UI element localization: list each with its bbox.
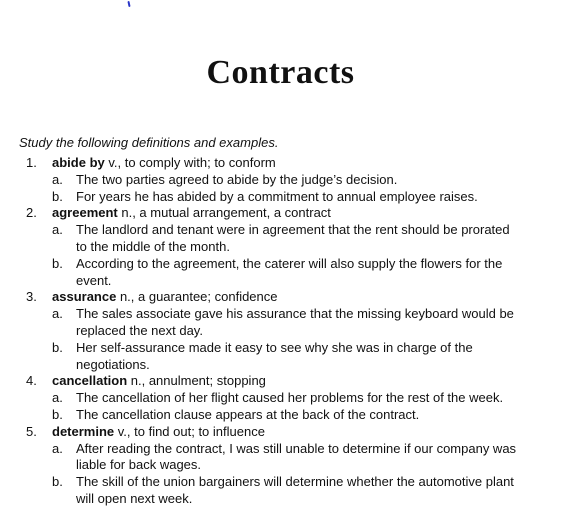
terms-list — [0, 155, 561, 508]
example-letter: b. — [52, 255, 63, 271]
example-text: The two parties agreed to abide by the judge’s decision. — [76, 171, 398, 187]
page-title: Contracts — [206, 54, 355, 91]
example-item — [0, 340, 561, 374]
example-letter: a. — [52, 390, 63, 406]
term-number: 2. — [26, 205, 37, 221]
term-definition: v., to find out; to influence — [114, 423, 265, 439]
term-heading — [0, 424, 561, 441]
term-word: abide by — [52, 155, 105, 170]
term-word: agreement — [52, 205, 118, 221]
term-number: 1. — [26, 155, 37, 170]
term-word: assurance — [52, 289, 117, 305]
example-text: Her self-assurance made it easy to see why she was in charge of the negotiations. — [76, 339, 473, 372]
term-item — [0, 205, 561, 289]
example-text: The skill of the union bargainers will determine whether the automotive plant will open next week. — [76, 474, 514, 506]
example-item — [0, 407, 561, 424]
term-item — [0, 424, 561, 508]
example-text: According to the agreement, the caterer will also supply the flowers for the event. — [76, 255, 503, 288]
term-number: 3. — [26, 289, 37, 305]
example-letter: a. — [52, 440, 63, 456]
term-heading — [0, 205, 561, 222]
example-item — [0, 441, 561, 475]
example-letter: b. — [52, 406, 63, 422]
example-text: For years he has abided by a commitment to annual employee raises. — [76, 188, 478, 204]
example-letter: a. — [52, 222, 63, 238]
term-item — [0, 155, 561, 205]
example-text: After reading the contract, I was still unable to determine if our company was liable for back wages. — [76, 440, 517, 473]
term-heading — [0, 373, 561, 390]
term-item — [0, 373, 561, 423]
instructions: Study the following definitions and examples. — [19, 135, 279, 150]
term-definition: n., a mutual arrangement, a contract — [117, 205, 331, 221]
example-text: The cancellation clause appears at the back of the contract. — [76, 406, 420, 422]
term-heading — [0, 155, 561, 172]
term-number: 5. — [26, 423, 37, 439]
term-number: 4. — [26, 373, 37, 389]
example-text: The cancellation of her flight caused her problems for the rest of the week. — [76, 390, 504, 406]
example-letter: b. — [52, 474, 63, 490]
example-item — [0, 390, 561, 407]
example-letter: a. — [52, 306, 63, 322]
example-text: The sales associate gave his assurance that the missing keyboard would be replaced the next day. — [76, 306, 514, 338]
term-definition: v., to comply with; to conform — [104, 155, 276, 170]
term-item — [0, 289, 561, 373]
term-heading — [0, 289, 561, 306]
example-letter: b. — [52, 339, 63, 355]
example-letter: b. — [52, 188, 63, 204]
example-item — [0, 306, 561, 340]
term-word: cancellation — [52, 373, 128, 389]
term-word: determine — [52, 423, 115, 439]
example-item — [0, 474, 561, 508]
example-letter: a. — [52, 171, 63, 187]
example-item — [0, 172, 561, 189]
stray-pen-mark — [127, 1, 130, 7]
example-item — [0, 222, 561, 256]
example-text: The landlord and tenant were in agreement that the rent should be prorated to the middle of the month. — [76, 222, 510, 254]
term-definition: n., a guarantee; confidence — [116, 289, 278, 305]
term-definition: n., annulment; stopping — [127, 373, 266, 389]
example-item — [0, 256, 561, 290]
example-item — [0, 189, 561, 206]
